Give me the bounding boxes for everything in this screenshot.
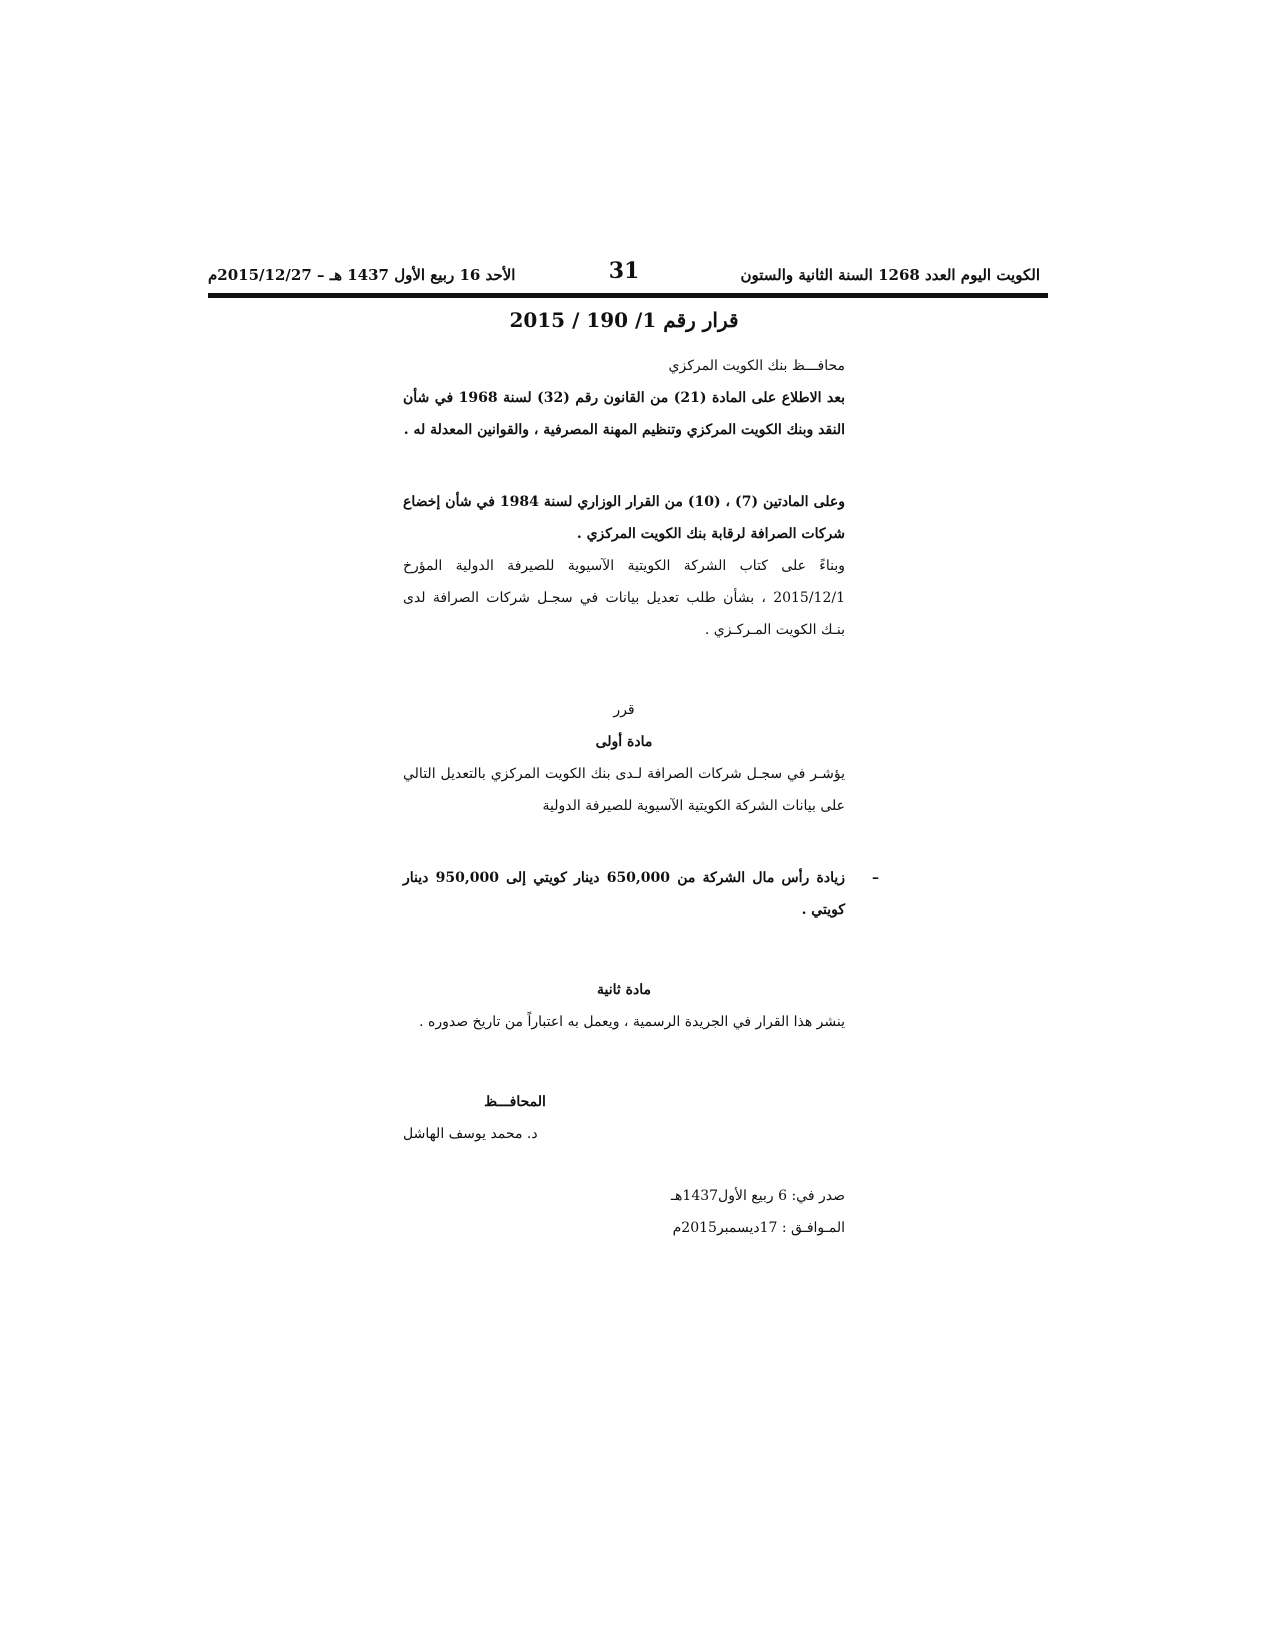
preamble-paragraph-1: بعد الاطلاع على المادة (21) من القانون رقم (32) لسنة 1968 في شأن النقد وبنك الكويت المركزي وتنظيم المهنة المصرفية ، والقوانين المعدلة له . — [403, 390, 846, 438]
article-2-title: مادة ثانية — [597, 982, 651, 998]
spacer — [403, 646, 845, 694]
spacer — [403, 1038, 845, 1086]
publication-info: الكويت اليوم العدد 1268 السنة الثانية والستون — [740, 266, 1040, 284]
decision-title: قرار رقم 1/ 190 / 2015 — [509, 308, 739, 332]
page-header — [208, 258, 1040, 298]
decision-document — [403, 302, 879, 1244]
page-number: 31 — [608, 258, 640, 284]
issued-date-gregorian: المـوافـق : 17ديسمبر2015م — [672, 1220, 845, 1236]
header-rule — [208, 293, 1048, 298]
article-2-text: ينشر هذا القرار في الجريدة الرسمية ، ويعمل به اعتباراً من تاريخ صدوره . — [419, 1014, 845, 1030]
signatory-title: المحافـــظ — [484, 1094, 546, 1110]
article-1-title: مادة أولى — [595, 734, 653, 750]
spacer — [403, 926, 845, 974]
spacer — [403, 822, 845, 862]
article-1-text: يؤشـر في سجـل شركات الصرافة لـدى بنك الكويت المركزي بالتعديل التالي على بيانات الشركة الكويتية الآسيوية للصيرفة الدولية — [403, 766, 845, 814]
signatory-name: د. محمد يوسف الهاشل — [403, 1126, 538, 1142]
article-1-item: – زيادة رأس مال الشركة من 650,000 دينار كويتي إلى 950,000 دينار كويتي . — [403, 862, 845, 926]
preamble-paragraph-2: وعلى المادتين (7) ، (10) من القرار الوزاري لسنة 1984 في شأن إخضاع شركات الصرافة لرقابة بنك الكويت المركزي . — [403, 494, 845, 542]
preamble-paragraph-3: وبناءً على كتاب الشركة الكويتية الآسيوية للصيرفة الدولية المؤرخ 2015/12/1 ، بشأن طلب تعديل بيانات في سجـل شركات الصرافة لدى بنـك الكويت المـركـزي . — [403, 558, 845, 638]
article-1-item-text: زيادة رأس مال الشركة من 650,000 دينار كويتي إلى 950,000 دينار كويتي . — [403, 870, 845, 918]
issued-date-hijri: صدر في: 6 ربيع الأول1437هـ — [670, 1188, 845, 1204]
issuer-line: محافـــظ بنك الكويت المركزي — [668, 358, 845, 374]
issue-date: الأحد 16 ربيع الأول 1437 هـ – 2015/12/27م — [208, 266, 516, 284]
decided-heading: قرر — [613, 702, 635, 718]
spacer — [403, 446, 845, 486]
